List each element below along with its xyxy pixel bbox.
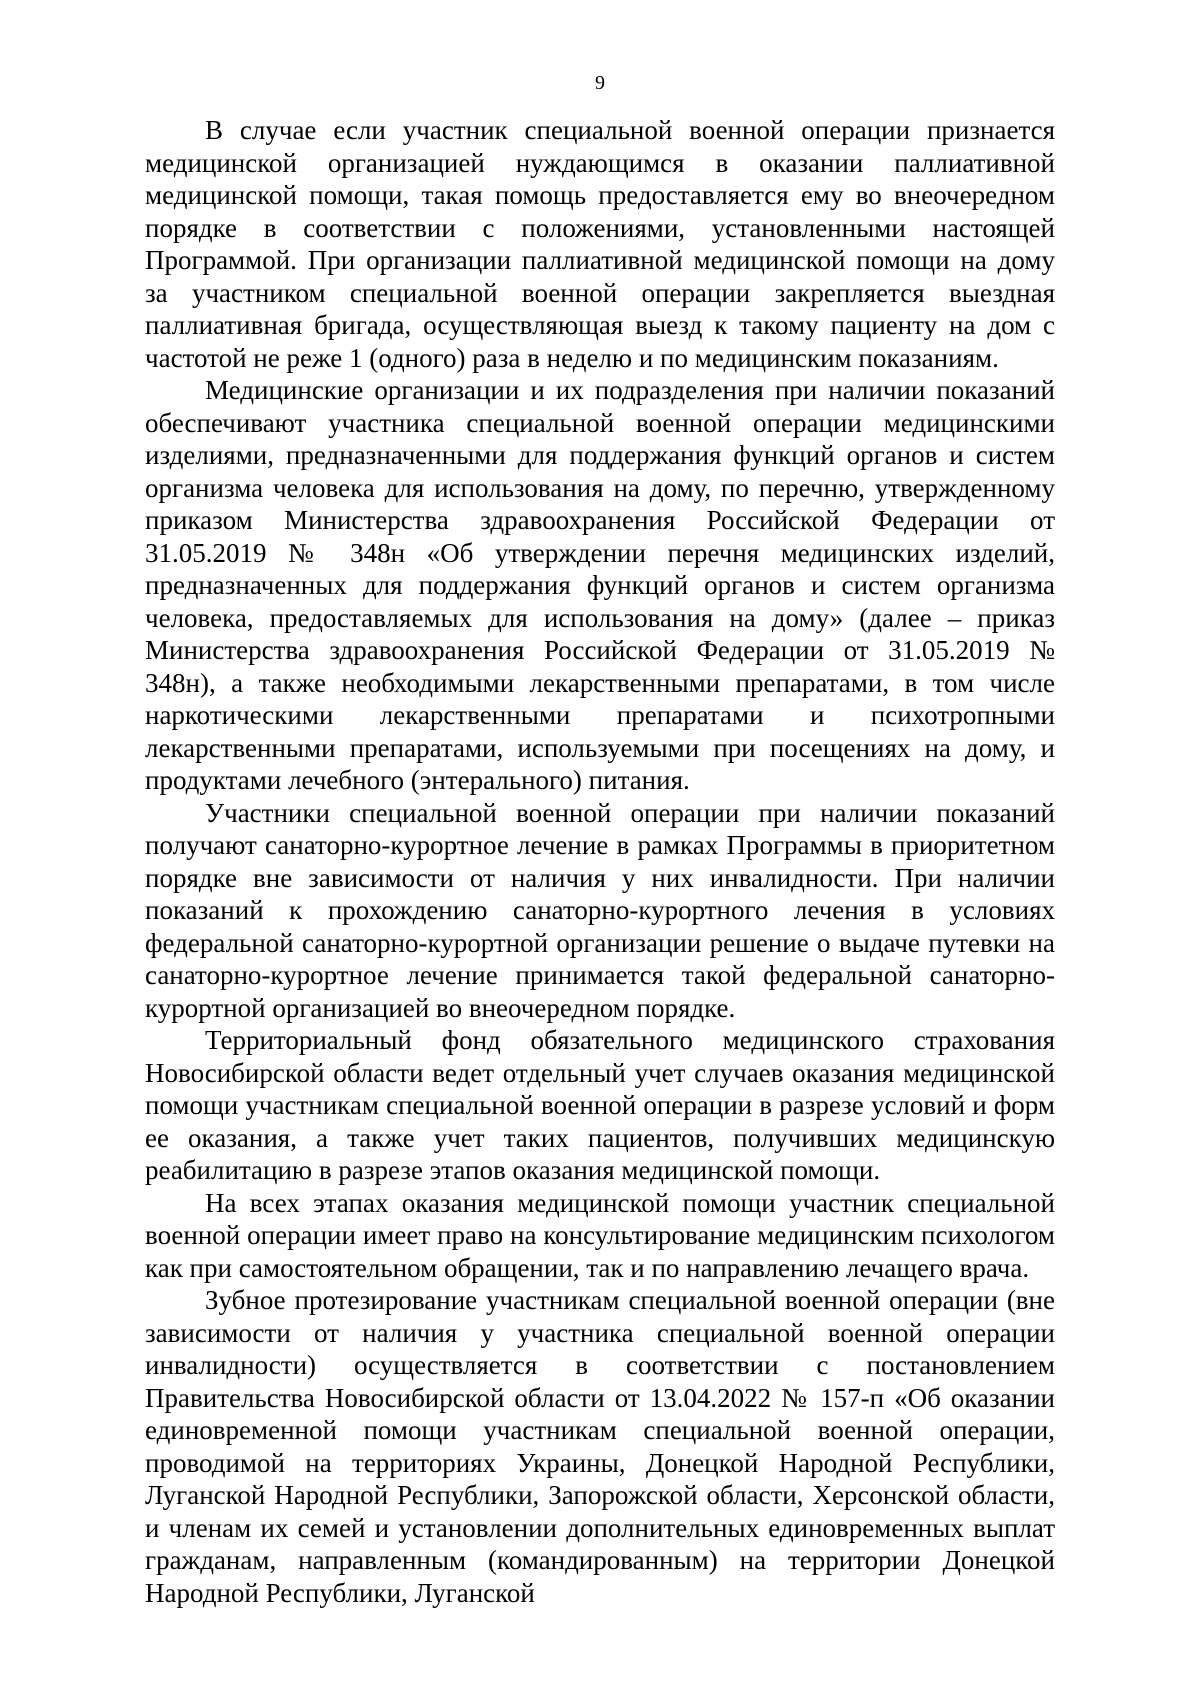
paragraph-psychologist-consultation: На всех этапах оказания медицинской помощи участник специальной военной операции имеет право на консультирование медицинским психологом как при самостоятельном обращении, так и по направлению лечащего врача. [145, 1187, 1055, 1283]
document-body [145, 114, 1055, 1609]
page-number: 9 [595, 72, 605, 94]
paragraph-dental-prosthetics: Зубное протезирование участникам специальной военной операции (вне зависимости от наличия у участника специальной военной операции инвалидности) осуществляется в соответствии с постановлением Правительства Новосибирской области от 13.04.2022 № 157-п «Об оказании единовременной помощи участникам специальной военной операции, проводимой на территориях Украины, Донецкой Народной Республики, Луганской Народной Республики, Запорожской области, Херсонской области, и членам их семей и установлении дополнительных единовременных выплат гражданам, направленным (командированным) на территории Донецкой Народной Республики, Луганской [145, 1285, 1055, 1608]
paragraph-sanatorium-treatment: Участники специальной военной операции при наличии показаний получают санаторно-курортное лечение в рамках Программы в приоритетном порядке вне зависимости от наличия у них инвалидности. При наличии показаний к прохождению санаторно-курортного лечения в условиях федеральной санаторно-курортной организации решение о выдаче путевки на санаторно-курортное лечение принимается такой федеральной санаторно-курортной организацией во внеочередном порядке. [145, 797, 1055, 1023]
paragraph-medical-devices: Медицинские организации и их подразделения при наличии показаний обеспечивают участника специальной военной операции медицинскими изделиями, предназначенными для поддержания функций органов и систем организма человека для использования на дому, по перечню, утвержденному приказом Министерства здравоохранения Российской Федерации от 31.05.2019 № 348н «Об утверждении перечня медицинских изделий, предназначенных для поддержания функций органов и систем организма человека, предоставляемых для использования на дому» (далее – приказ Министерства здравоохранения Российской Федерации от 31.05.2019 № 348н), а также необходимыми лекарственными препаратами, в том числе наркотическими лекарственными препаратами и психотропными лекарственными препаратами, используемыми при посещениях на дому, и продуктами лечебного (энтерального) питания. [145, 375, 1055, 795]
paragraph-insurance-fund-accounting: Территориальный фонд обязательного медицинского страхования Новосибирской области ведет отдельный учет случаев оказания медицинской помощи участникам специальной военной операции в разрезе условий и форм ее оказания, а также учет таких пациентов, получивших медицинскую реабилитацию в разрезе этапов оказания медицинской помощи. [145, 1025, 1055, 1185]
paragraph-palliative-care: В случае если участник специальной военной операции признается медицинской организацией нуждающимся в оказании паллиативной медицинской помощи, такая помощь предоставляется ему во внеочередном порядке в соответствии с положениями, установленными настоящей Программой. При организации паллиативной медицинской помощи на дому за участником специальной военной операции закрепляется выездная паллиативная бригада, осуществляющая выезд к такому пациенту на дом с частотой не реже 1 (одного) раза в неделю и по медицинским показаниям. [145, 115, 1055, 373]
